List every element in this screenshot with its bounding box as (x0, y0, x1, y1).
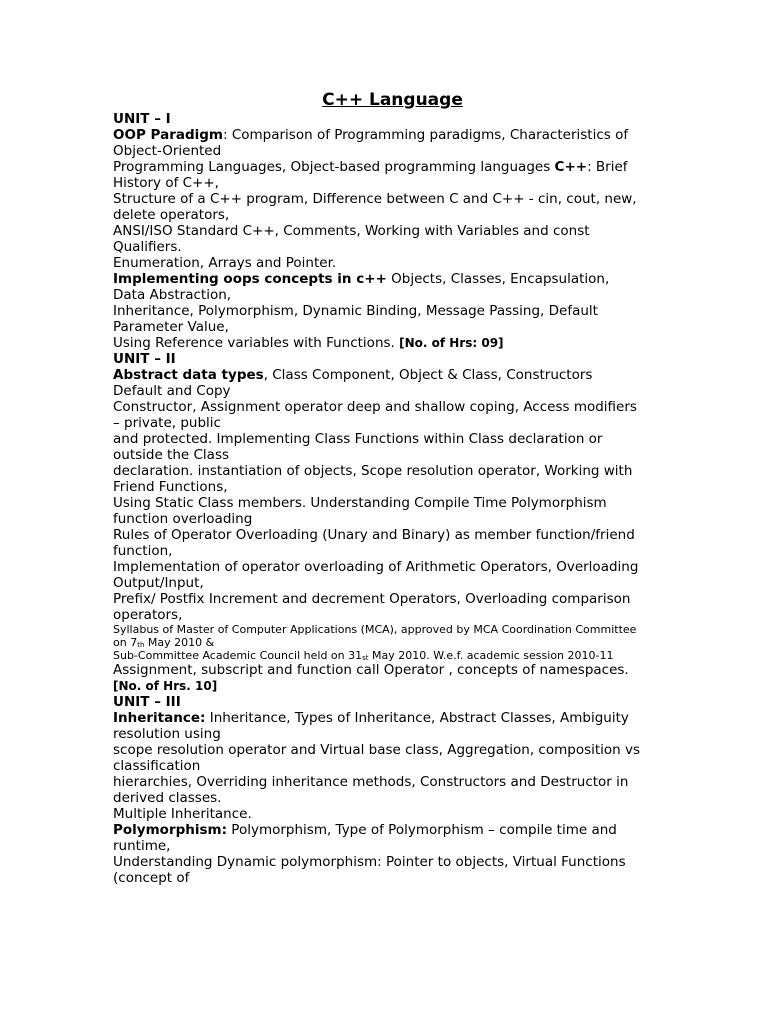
text-line: Prefix/ Postfix Increment and decrement Operators, Overloading comparison (113, 591, 631, 607)
text-line: Enumeration, Arrays and Pointer. (113, 255, 337, 271)
text-line: – private, public (113, 415, 221, 431)
text-span: May 2010 & (144, 636, 215, 649)
text-line (113, 710, 658, 726)
text-line: classification (113, 758, 201, 774)
text-line: function overloading (113, 511, 253, 527)
text-line: Friend Functions, (113, 479, 228, 495)
text-line (113, 822, 658, 838)
text-line: Inheritance, Polymorphism, Dynamic Binding, Message Passing, Default (113, 303, 598, 319)
text-line: and protected. Implementing Class Functions within Class declaration or (113, 431, 603, 447)
text-line: Implementation of operator overloading of Arithmetic Operators, Overloading (113, 559, 639, 575)
footer-note-line: Syllabus of Master of Computer Applications (MCA), approved by MCA Coordination Committee (113, 623, 637, 636)
text-line: Output/Input, (113, 575, 204, 591)
text-line: scope resolution operator and Virtual base class, Aggregation, composition vs (113, 742, 641, 758)
topic-heading: Polymorphism: (113, 822, 227, 838)
text-line: Rules of Operator Overloading (Unary and Binary) as member function/friend (113, 527, 635, 543)
footer-note-line (113, 636, 658, 649)
topic-heading: Implementing oops concepts in c++ (113, 271, 387, 287)
text-line: delete operators, (113, 207, 230, 223)
text-line: resolution using (113, 726, 221, 742)
text-span: May 2010. W.e.f. academic session 2010-11 (368, 649, 614, 662)
text-line: function, (113, 543, 173, 559)
text-line: Structure of a C++ program, Difference between C and C++ - cin, cout, new, (113, 191, 637, 207)
text-span: on 7 (113, 636, 138, 649)
text-line: declaration. instantiation of objects, Scope resolution operator, Working with (113, 463, 633, 479)
text-line (113, 271, 658, 287)
unit-1-heading: UNIT – I (113, 111, 171, 127)
text-line: operators, (113, 607, 183, 623)
text-span: Programming Languages, Object-based programming languages (113, 159, 555, 175)
hours-label: [No. of Hrs: 09] (399, 336, 504, 350)
topic-heading: Abstract data types (113, 367, 264, 383)
text-line: Constructor, Assignment operator deep and shallow coping, Access modifiers (113, 399, 637, 415)
ordinal-suffix: th (137, 641, 145, 649)
text-line: History of C++, (113, 175, 219, 191)
text-line: derived classes. (113, 790, 222, 806)
text-span: : Comparison of Programming paradigms, Characteristics of (222, 127, 629, 143)
text-line: outside the Class (113, 447, 230, 463)
text-line: Multiple Inheritance. (113, 806, 252, 822)
text-line: Parameter Value, (113, 319, 229, 335)
text-span: Using Reference variables with Functions. (113, 335, 400, 351)
text-span: Inheritance, Types of Inheritance, Abstract Classes, Ambiguity (205, 710, 629, 726)
document-page (113, 89, 658, 886)
page-title: C++ Language (322, 90, 463, 110)
unit-2-heading: UNIT – II (113, 351, 176, 367)
topic-heading: Inheritance: (113, 710, 206, 726)
text-line (113, 367, 658, 383)
text-line: Qualifiers. (113, 239, 182, 255)
text-span: : Brief (587, 159, 628, 175)
text-line: (concept of (113, 870, 190, 886)
text-line (113, 335, 658, 351)
text-line: Using Static Class members. Understanding Compile Time Polymorphism (113, 495, 607, 511)
text-line (113, 159, 658, 175)
text-span: Sub-Committee Academic Council held on 31 (113, 649, 363, 662)
text-line: Default and Copy (113, 383, 231, 399)
text-line: runtime, (113, 838, 171, 854)
text-line: hierarchies, Overriding inheritance methods, Constructors and Destructor in (113, 774, 629, 790)
text-line: ANSI/ISO Standard C++, Comments, Working with Variables and const (113, 223, 590, 239)
text-line: Understanding Dynamic polymorphism: Pointer to objects, Virtual Functions (113, 854, 626, 870)
syllabus-body (113, 111, 658, 886)
hours-label: [No. of Hrs. 10] (113, 679, 218, 693)
text-span: Polymorphism, Type of Polymorphism – compile time and (227, 822, 617, 838)
text-line: Object-Oriented (113, 143, 222, 159)
text-span: , Class Component, Object & Class, Constructors (263, 367, 593, 383)
ordinal-suffix: st (362, 654, 369, 662)
text-line: Assignment, subscript and function call Operator , concepts of namespaces. (113, 662, 629, 678)
text-line (113, 127, 658, 143)
text-line: Data Abstraction, (113, 287, 232, 303)
footer-note-line (113, 649, 658, 662)
topic-heading: OOP Paradigm (113, 127, 223, 143)
unit-3-heading: UNIT – III (113, 694, 181, 710)
text-span: Objects, Classes, Encapsulation, (386, 271, 610, 287)
topic-heading: C++ (554, 159, 588, 175)
